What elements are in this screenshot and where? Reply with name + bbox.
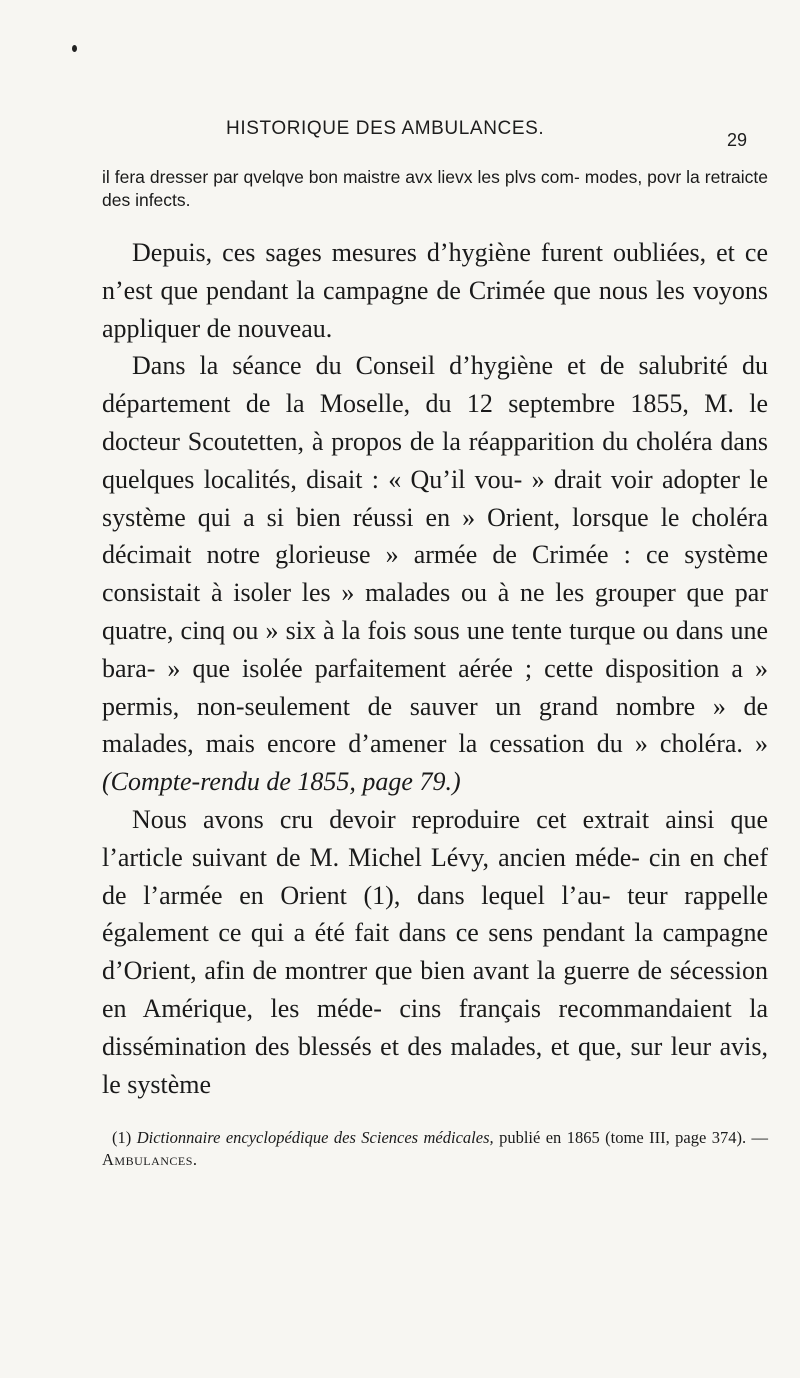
citation: (Compte-rendu de 1855, page 79.) [102,767,461,797]
ink-speck [72,45,77,52]
quoted-passage: il fera dresser par qvelqve bon maistre avx lievx les plvs com- modes, povr la retraicte des infects. [102,167,768,210]
paragraph-2-text: Dans la séance du Conseil d’hygiène et de salubrité du département de la Moselle, du 12 septembre 1855, M. le docteur Scoutetten, à propos de la réapparition du choléra dans quelques localités, disait : « Qu’il vou- » drait voir adopter le système qui a si bien réussi en » Orient, lorsque le choléra décimait notre glorieuse » armée de Crimée : ce système consistait à isoler les » malades ou à ne les grouper que par quatre, cinq ou » six à la fois sous une tente turque ou dans une bara- » que isolée parfaitement aérée ; cette disposition a » permis, non-seulement de sauver un grand nombre » de malades, mais encore d’amener la cessation du » choléra. » [102,351,768,759]
footnote-tail: Ambulances. [102,1150,198,1169]
paragraph-3: Nous avons cru devoir reproduire cet extrait ainsi que l’article suivant de M. Michel Lévy, ancien méde- cin en chef de l’armée en Orient (1), dans lequel l’au- teur rappelle également ce qui a été fait dans ce sens pendant la campagne d’Orient, afin de montrer que bien avant la guerre de sécession en Amérique, les méde- cins français recommandaient la dissémination des blessés et des malades, et que, sur leur avis, le système [102,804,768,1099]
running-head: HISTORIQUE DES AMBULANCES. [226,118,545,139]
footnote-title: Dictionnaire encyclopédique des Sciences médicales, [136,1128,494,1147]
footnote-marker: (1) [112,1128,132,1147]
paragraph-1: Depuis, ces sages mesures d’hygiène furent oubliées, et ce n’est que pendant la campagne de Crimée que nous les voyons appliquer de nouveau. [102,238,768,343]
footnote-reference: publié en 1865 (tome III, page 374). — [499,1128,769,1147]
footnote-1 [102,1127,768,1171]
footnote [102,1127,768,1171]
paragraph-2 [102,347,768,801]
main-text [102,234,768,1103]
page-number: 29 [727,130,748,150]
